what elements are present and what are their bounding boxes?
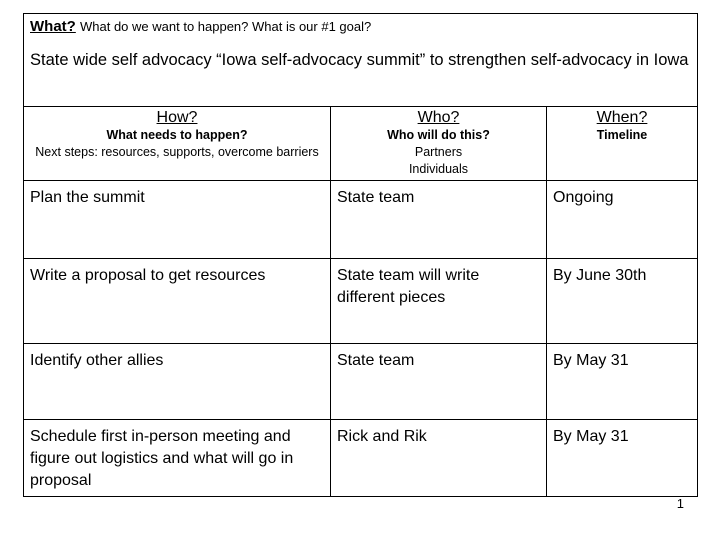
- how-header-title: How?: [156, 109, 198, 126]
- goal-row: [24, 14, 698, 107]
- what-line: [30, 18, 691, 36]
- how-cell: Schedule first in-person meeting and figure out logistics and what will go in proposal: [24, 420, 331, 497]
- goal-statement: State wide self advocacy “Iowa self-advocacy summit” to strengthen self-advocacy in Iowa: [30, 51, 689, 69]
- when-cell: By June 30th: [547, 259, 698, 344]
- table-row: [24, 420, 698, 497]
- how-header: [24, 107, 331, 181]
- who-header-title: Who?: [417, 109, 460, 126]
- goal-cell: [24, 14, 698, 107]
- table-row: [24, 259, 698, 344]
- when-header-subtitle: Timeline: [596, 128, 648, 142]
- when-header: [547, 107, 698, 181]
- how-cell: Write a proposal to get resources: [24, 259, 331, 344]
- table-row: [24, 344, 698, 420]
- who-cell: State team: [331, 344, 547, 420]
- what-question: What do we want to happen? What is our #1 goal?: [80, 19, 372, 34]
- how-header-note: Next steps: resources, supports, overcome barriers: [35, 145, 319, 159]
- table-row: [24, 181, 698, 259]
- who-cell: State team: [331, 181, 547, 259]
- when-cell: By May 31: [547, 420, 698, 497]
- what-label: What?: [30, 18, 76, 35]
- who-header-individuals: Individuals: [408, 162, 469, 176]
- header-row: [24, 107, 698, 181]
- page-number: 1: [676, 496, 684, 511]
- who-header-partners: Partners: [414, 145, 463, 159]
- when-cell: Ongoing: [547, 181, 698, 259]
- action-plan-table: [23, 13, 698, 497]
- when-cell: By May 31: [547, 344, 698, 420]
- how-header-subtitle: What needs to happen?: [106, 128, 248, 142]
- how-cell: Identify other allies: [24, 344, 331, 420]
- when-header-title: When?: [596, 109, 648, 126]
- who-cell: State team will write different pieces: [331, 259, 547, 344]
- who-cell: Rick and Rik: [331, 420, 547, 497]
- how-cell: Plan the summit: [24, 181, 331, 259]
- who-header: [331, 107, 547, 181]
- who-header-subtitle: Who will do this?: [387, 128, 490, 142]
